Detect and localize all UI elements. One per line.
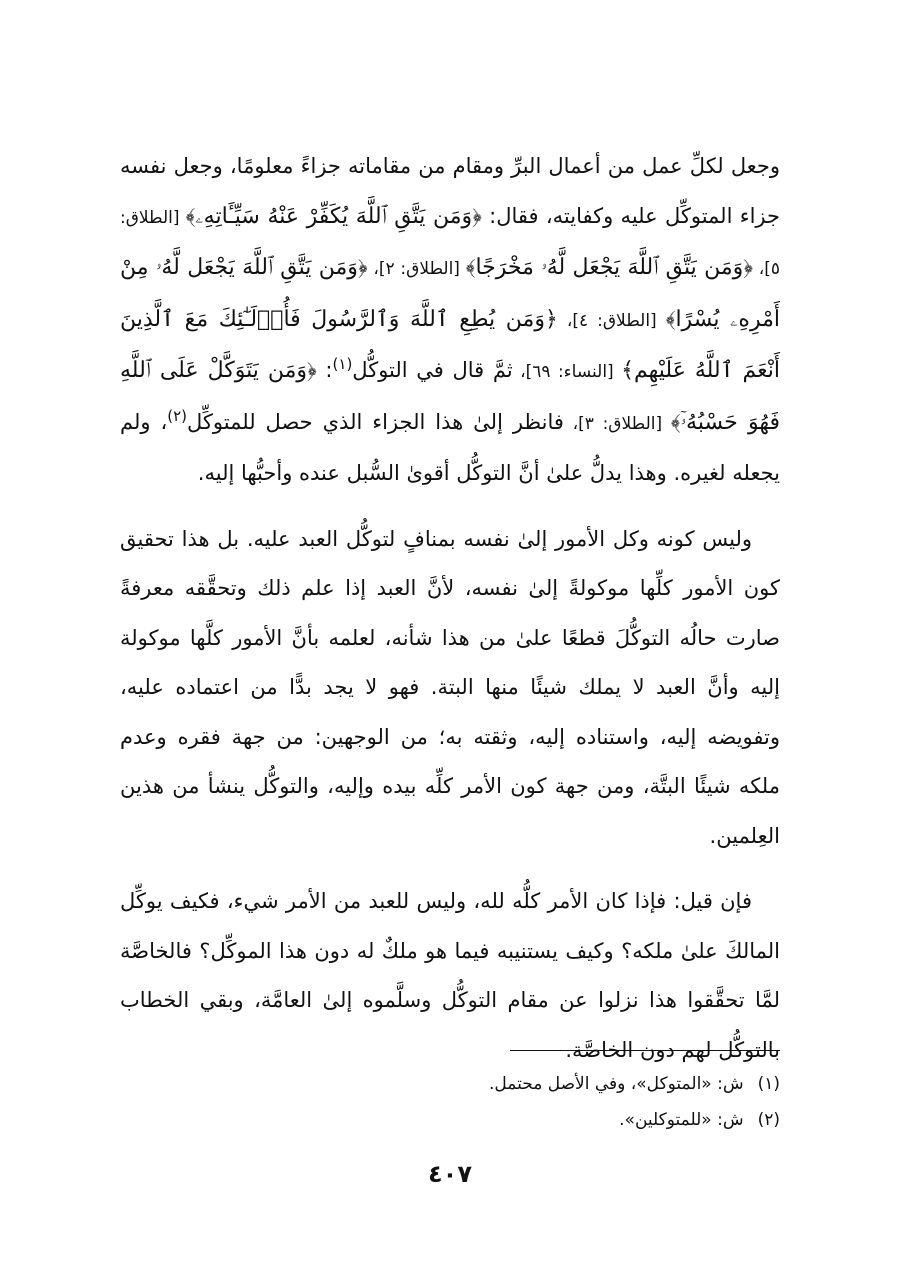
body-text (120, 142, 780, 1075)
footnote-1 (120, 1066, 780, 1102)
quran-verse-1: ﴿وَمَن يَتَّقِ ٱللَّهَ يُكَفِّرْ عَنْهُ سَيِّـَٔاتِهِۦ﴾ (185, 203, 482, 229)
paragraph-1 (120, 142, 780, 499)
verse-reference-3: [الطلاق: ٤]، (557, 310, 666, 331)
footnote-marker-1[interactable]: (١) (332, 355, 353, 373)
footnote-text: ش: «للمتوكلين». (619, 1110, 744, 1130)
verse-reference-1: [الطلاق: ٥]، (120, 207, 780, 279)
paragraph-1-text-4: فانظر إلىٰ هذا الجزاء الذي حصل للمتوكِّل (187, 409, 564, 434)
paragraph-1-text-1: وجعل لكلِّ عمل من أعمال البرِّ ومقام من مقاماته جزاءً معلومًا، وجعل نفسه جزاء المتوكِّل عليه وكفايته، فقال: (120, 154, 780, 228)
footnote-marker-2[interactable]: (٢) (167, 406, 188, 425)
verse-reference-4: [النساء: ٦٩]، (512, 362, 622, 382)
page-number: ٤٠٧ (428, 1160, 472, 1188)
paragraph-3: فإن قيل: فإذا كان الأمر كلُّه لله، وليس للعبد من الأمر شيء، فكيف يوكِّل المالكَ علىٰ ملكه؟ وكيف يستنيبه فيما هو ملكٌ له دون هذا الموكِّل؟ فالخاصَّة لمَّا تحقَّقوا هذا نزلوا عن مقام التوكُّل وسلَّموه إلىٰ العامَّة، وبقي الخطاب بالتوكُّل لهم دون الخاصَّة. (120, 889, 780, 1062)
quran-verse-4: ﴿وَمَن يُطِعِ ٱللَّهَ وَٱلرَّسُولَ فَأُو۟لَـٰٓئِكَ مَعَ ٱلَّذِينَ أَنْعَمَ ٱللَّهُ عَلَيْهِم﴾ (120, 306, 780, 383)
verse-reference-5: [الطلاق: ٣]، (563, 413, 671, 434)
footnote-number: (١) (757, 1074, 780, 1094)
footnote-number: (٢) (757, 1110, 780, 1130)
quran-verse-5: ﴿وَمَن يَتَوَكَّلْ عَلَى ٱللَّهِ فَهُوَ حَسْبُهُۥٓ﴾ (120, 358, 781, 435)
paragraph-2: وليس كونه وكل الأمور إلىٰ نفسه بمنافٍ لتوكُّل العبد عليه. بل هذا تحقيق كون الأمور كلِّها موكولةً إلىٰ نفسه، لأنَّ العبد إذا علم ذلك وتحقَّقه معرفةً صارت حالُه التوكُّلَ قطعًا علىٰ من هذا شأنه، لعلمه بأنَّ الأمور كلَّها موكولة إليه وأنَّ العبد لا يملك شيئًا منها البتة. فهو لا يجد بدًّا من اعتماده عليه، وتفويضه إليه، واستناده إليه، وثقته به؛ من الوجهين: من جهة فقره وعدم ملكه شيئًا البتَّة، ومن جهة كون الأمر كلِّه بيده وإليه، والتوكُّل ينشأ من هذين العِلمين. (120, 526, 780, 848)
quran-verse-2: ﴿وَمَن يَتَّقِ ٱللَّهَ يَجْعَل لَّهُۥ مَخْرَجًا﴾ (465, 255, 753, 280)
footnotes (120, 1066, 780, 1138)
paragraph-1-text-5: ، ولم يجعله لغيره. وهذا يدلُّ علىٰ أنَّ التوكُّل أقوىٰ السُّبل عنده وأحبُّها إليه. (120, 409, 780, 485)
verse-reference-2: [الطلاق: ٢]، (367, 259, 466, 279)
footnote-text: ش: «المتوكل»، وفي الأصل محتمل. (489, 1074, 744, 1094)
footnote-separator (510, 1050, 780, 1051)
footnote-2 (120, 1102, 780, 1138)
paragraph-1-text-3: : (316, 358, 333, 382)
quran-verse-3: ﴿وَمَن يَتَّقِ ٱللَّهَ يَجْعَل لَّهُۥ مِنْ أَمْرِهِۦ يُسْرًا﴾ (120, 255, 780, 332)
paragraph-1-text-2: ثمَّ قال في التوكُّل (352, 358, 513, 382)
